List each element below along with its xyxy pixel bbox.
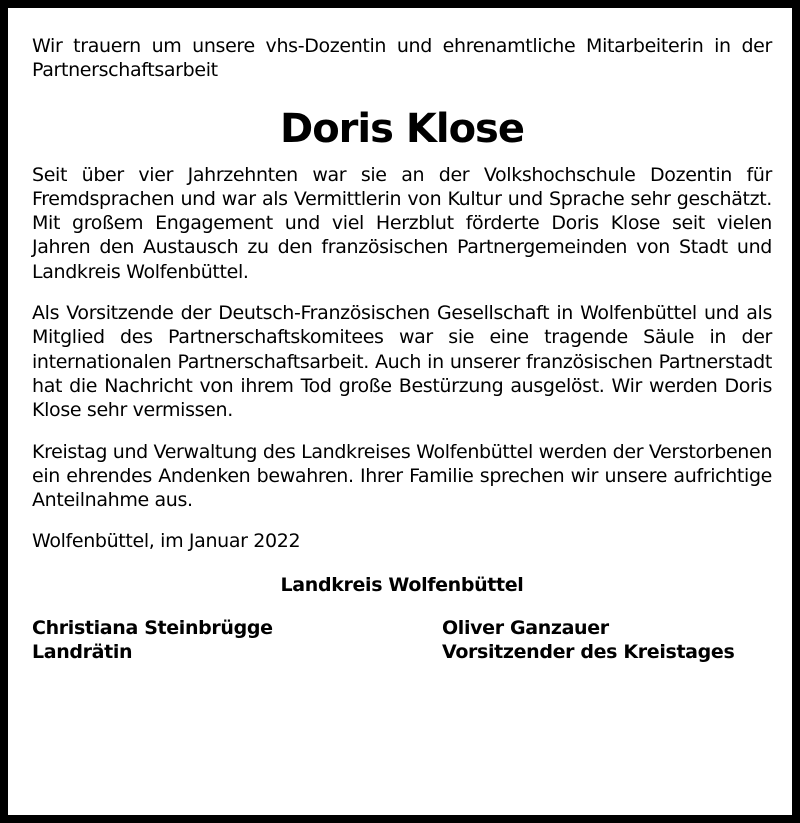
organization-name: Landkreis Wolfenbüttel xyxy=(280,573,524,596)
signature-left xyxy=(32,616,372,665)
signatures xyxy=(32,616,772,665)
signatory-title: Vorsitzender des Kreistages xyxy=(442,641,735,664)
paragraph-partnership: Als Vorsitzende der Deutsch-Französischen Gesellschaft in Wolfenbüttel und als Mitglied des Partnerschaftskomitees war sie eine tragende Säule in der internationalen Partnerschaftsarbeit. Auch in unserer französischen Partnerstadt hat die Nachricht von ihrem Tod große Bestürzung ausgelöst. Wir werden Doris Klose sehr vermissen. xyxy=(32,302,772,422)
deceased-name: Doris Klose xyxy=(280,105,524,152)
paragraph-career: Seit über vier Jahrzehnten war sie an der Volkshochschule Dozentin für Fremdsprachen und war als Vermittlerin von Kultur und Sprache sehr geschätzt. Mit großem Engagement und viel Herzblut förderte Doris Klose seit vielen Jahren den Austausch zu den französischen Partnergemeinden von Stadt und Landkreis Wolfenbüttel. xyxy=(32,163,772,283)
signatory-name: Oliver Ganzauer xyxy=(442,617,609,640)
place-date: Wolfenbüttel, im Januar 2022 xyxy=(32,530,301,553)
obituary-content xyxy=(32,34,772,665)
paragraph-condolence: Kreistag und Verwaltung des Landkreises Wolfenbüttel werden der Verstorbenen ein ehrendes Andenken bewahren. Ihrer Familie sprechen wir unsere aufrichtige Anteilnahme aus. xyxy=(32,440,773,512)
intro-text: Wir trauern um unsere vhs-Dozentin und ehrenamtliche Mitarbeiterin in der Partnerschaftsarbeit xyxy=(32,35,772,82)
signatory-name: Christiana Steinbrügge xyxy=(32,617,273,640)
signature-right xyxy=(442,616,772,665)
signatory-title: Landrätin xyxy=(32,641,133,664)
